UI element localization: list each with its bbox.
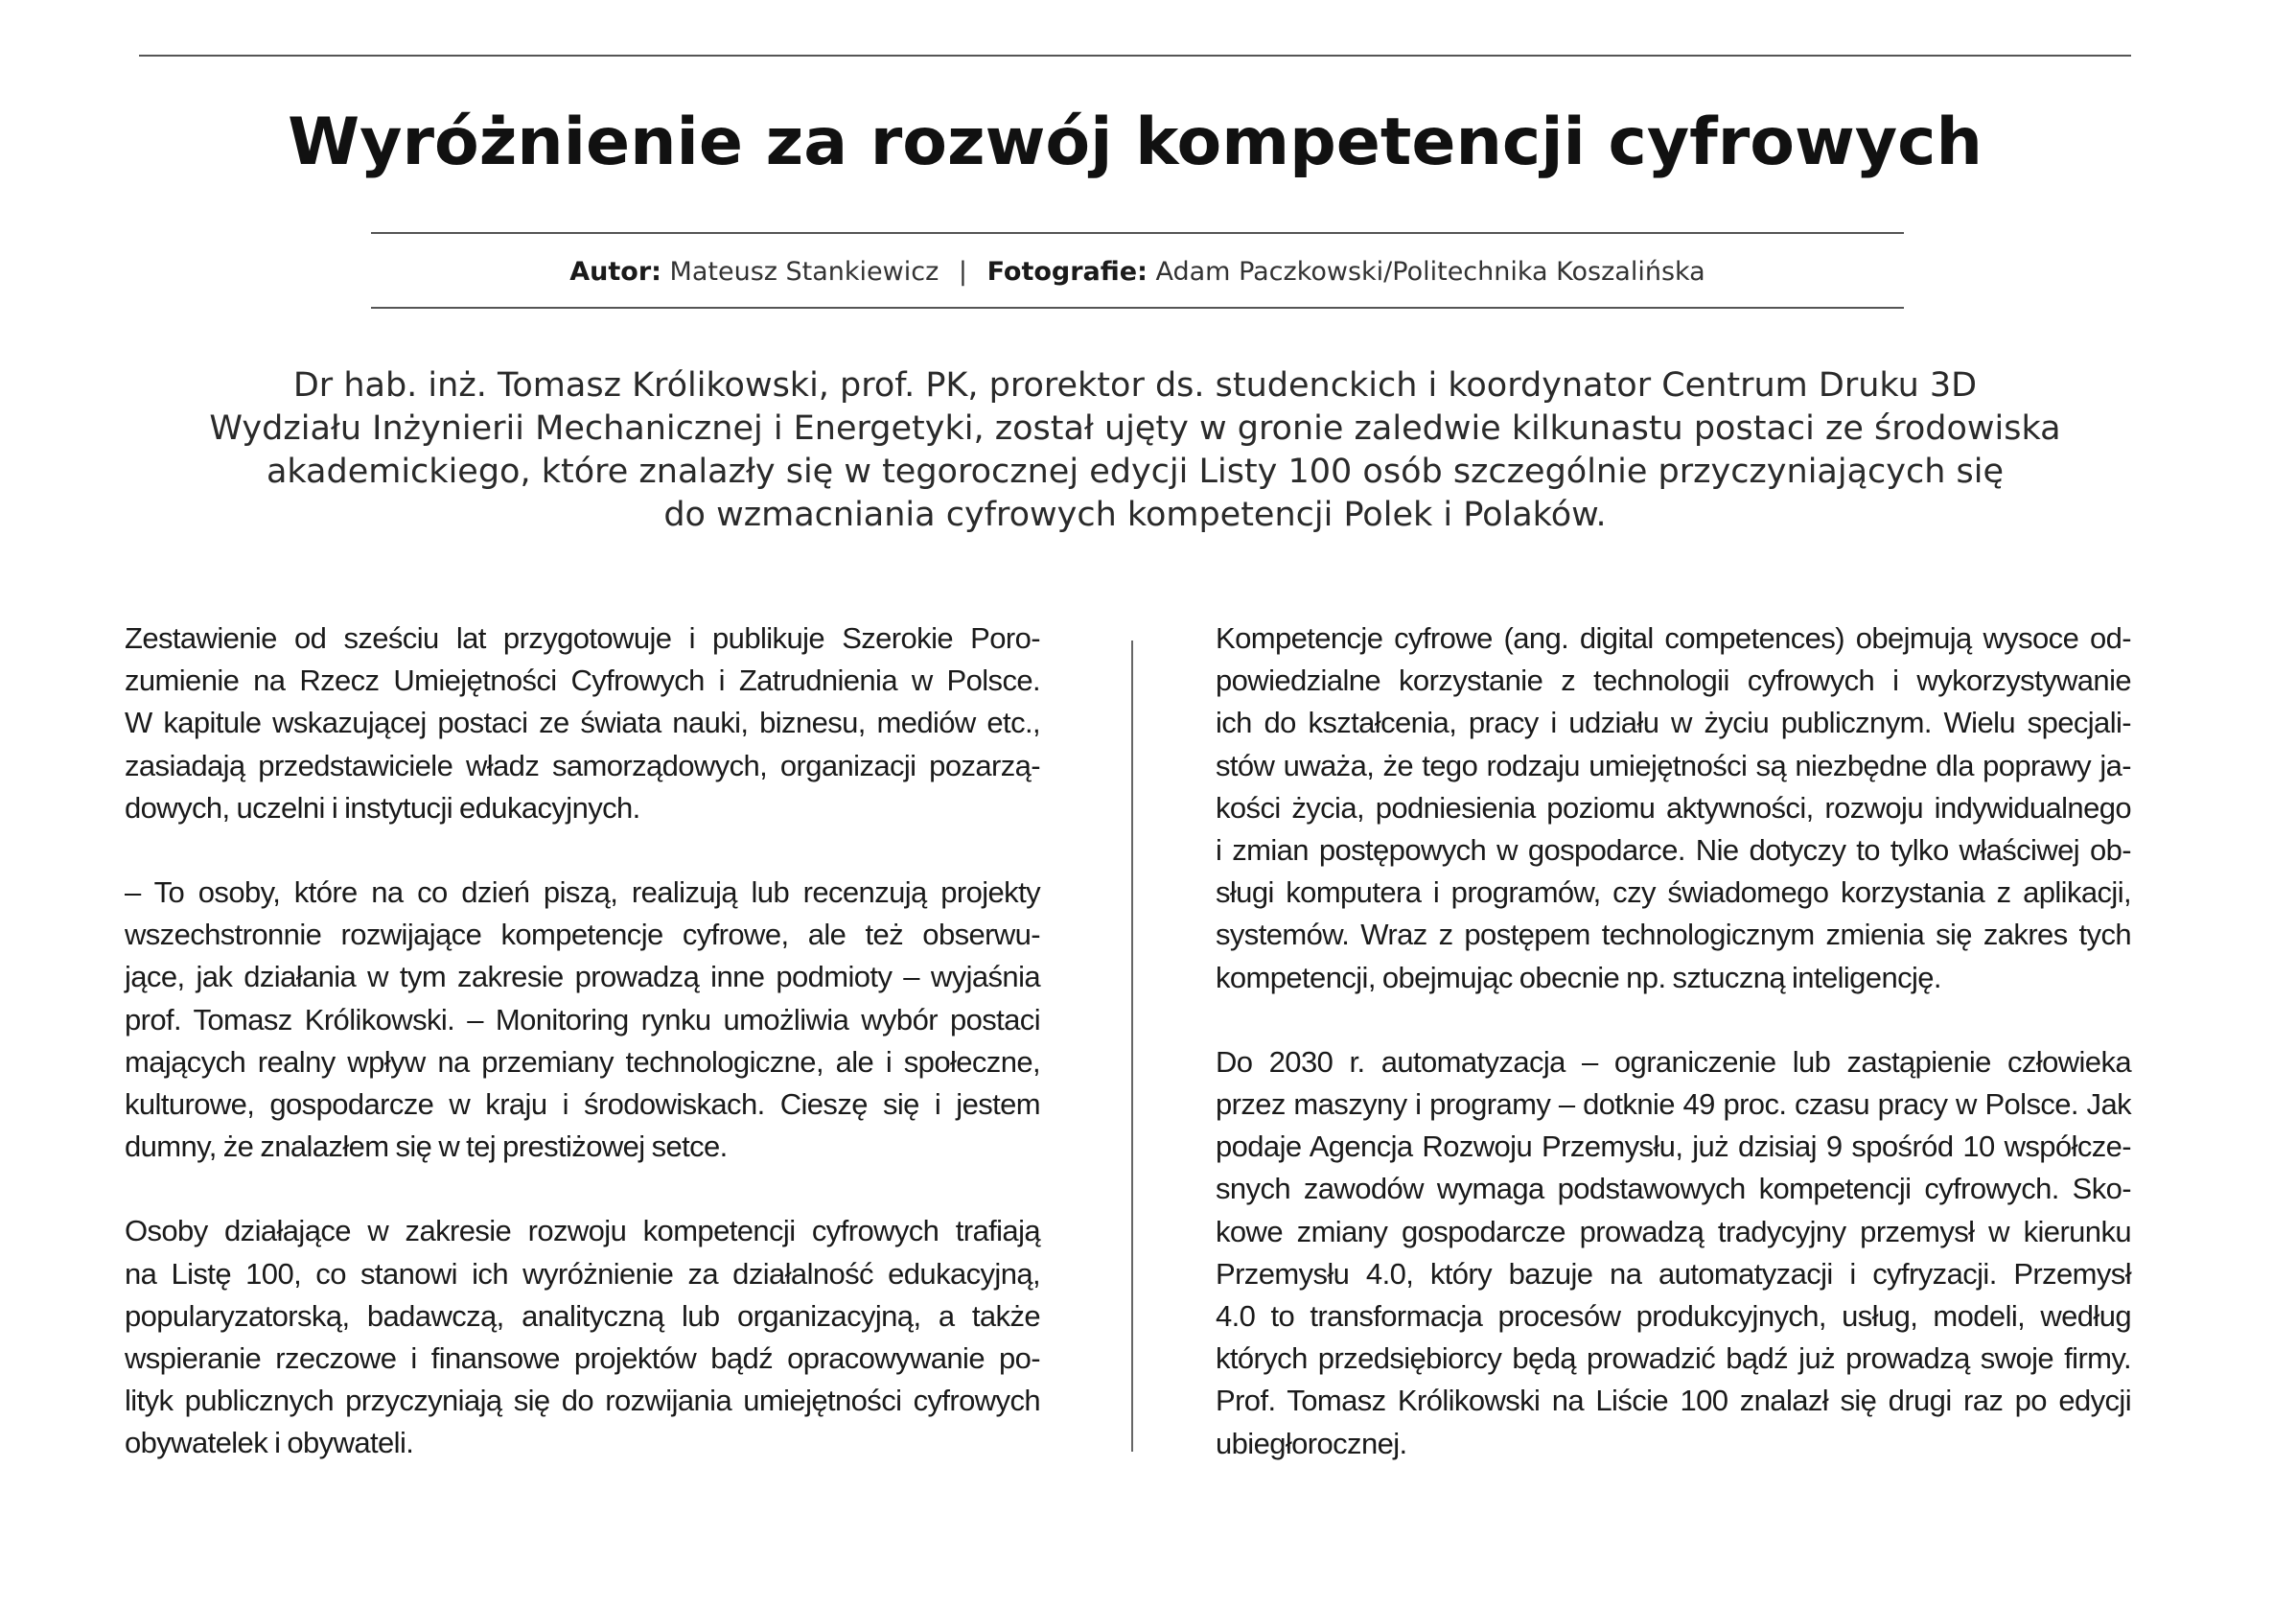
right-column: [1216, 617, 2131, 1507]
paragraph-line: zumienie na Rzecz Umiejętności Cyfrowych i Zatrudnienia w Polsce.: [125, 664, 1040, 698]
lead-line: Dr hab. inż. Tomasz Królikowski, prof. PK, prorektor ds. studenckich i koordynator Centrum Druku 3D: [292, 366, 1978, 405]
photos-label: Fotografie:: [986, 257, 1148, 287]
body-paragraph: [1216, 617, 2131, 999]
paragraph-line: kowe zmiany gospodarcze prowadzą tradycyjny przemysł w kierunku: [1216, 1214, 2131, 1248]
paragraph-line: lityk publicznych przyczyniają się do rozwijania umiejętności cyfrowych: [125, 1384, 1040, 1418]
paragraph-line: kompetencji, obejmując obecnie np. sztuczną inteligencję.: [1216, 960, 1941, 994]
paragraph-line: kości życia, podniesienia poziomu aktywności, rozwoju indywidualnego: [1216, 790, 2131, 825]
lead-line: akademickiego, które znalazły się w tegorocznej edycji Listy 100 osób szczególnie przyczyniających się: [266, 453, 2005, 491]
paragraph-line: dowych, uczelni i instytucji edukacyjnych.: [125, 790, 640, 825]
paragraph-line: ich do kształcenia, pracy i udziału w życiu publicznym. Wielu specjali-: [1216, 706, 2131, 740]
paragraph-line: przez maszyny i programy – dotknie 49 proc. czasu pracy w Polsce. Jak: [1216, 1087, 2131, 1122]
paragraph-line: Zestawienie od sześciu lat przygotowuje i publikuje Szerokie Poro-: [125, 621, 1040, 655]
paragraph-line: wszechstronnie rozwijające kompetencje cyfrowe, ale też obserwu-: [125, 918, 1040, 952]
paragraph-line: dumny, że znalazłem się w tej prestiżowej setce.: [125, 1130, 728, 1164]
body-paragraph: [125, 1210, 1040, 1464]
credits-rule-top: [371, 232, 1904, 234]
paragraph-line: Prof. Tomasz Królikowski na Liście 100 znalazł się drugi raz po edycji: [1216, 1384, 2131, 1418]
paragraph-line: powiedzialne korzystanie z technologii cyfrowych i wykorzystywanie: [1216, 664, 2131, 698]
paragraph-line: zasiadają przedstawiciele władz samorządowych, organizacji pozarzą-: [125, 748, 1040, 782]
body-paragraph: [125, 617, 1040, 829]
paragraph-line: 4.0 to transformacja procesów produkcyjnych, usług, modeli, według: [1216, 1299, 2131, 1334]
paragraph-line: snych zawodów wymaga podstawowych kompetencji cyfrowych. Sko-: [1216, 1172, 2131, 1206]
paragraph-line: W kapitule wskazującej postaci ze świata nauki, biznesu, mediów etc.,: [125, 706, 1040, 740]
photos-credit: Adam Paczkowski/Politechnika Koszalińska: [1155, 257, 1705, 287]
paragraph-line: Przemysłu 4.0, który bazuje na automatyzacji i cyfryzacji. Przemysł: [1216, 1256, 2131, 1291]
credits-line: [371, 253, 1904, 291]
paragraph-line: mających realny wpływ na przemiany technologiczne, ale i społeczne,: [125, 1044, 1040, 1079]
paragraph-line: kulturowe, gospodarcze w kraju i środowiskach. Cieszę się i jestem: [125, 1087, 1040, 1122]
paragraph-line: popularyzatorską, badawczą, analityczną lub organizacyjną, a także: [125, 1298, 1040, 1333]
lead-paragraph: [139, 364, 2131, 537]
credits-separator: |: [958, 257, 967, 287]
paragraph-line: stów uważa, że tego rodzaju umiejętności są niezbędne dla poprawy ja-: [1216, 748, 2131, 782]
paragraph-line: podaje Agencja Rozwoju Przemysłu, już dzisiaj 9 spośród 10 współcze-: [1216, 1130, 2131, 1164]
body-paragraph: [125, 872, 1040, 1168]
top-rule: [139, 55, 2131, 57]
body-paragraph: [1216, 1041, 2131, 1465]
lead-line: do wzmacniania cyfrowych kompetencji Polek i Polaków.: [663, 496, 1607, 534]
paragraph-line: – To osoby, które na co dzień piszą, realizują lub recenzują projekty: [125, 875, 1040, 910]
column-divider: [1131, 640, 1133, 1452]
paragraph-line: Osoby działające w zakresie rozwoju kompetencji cyfrowych trafiają: [125, 1214, 1040, 1248]
paragraph-line: systemów. Wraz z postępem technologicznym zmienia się zakres tych: [1216, 918, 2131, 952]
paragraph-line: na Listę 100, co stanowi ich wyróżnienie za działalność edukacyjną,: [125, 1256, 1040, 1291]
paragraph-line: jące, jak działania w tym zakresie prowadzą inne podmioty – wyjaśnia: [125, 960, 1040, 994]
author-name: Mateusz Stankiewicz: [669, 257, 939, 287]
paragraph-line: i zmian postępowych w gospodarce. Nie dotyczy to tylko właściwej ob-: [1216, 833, 2131, 868]
article-title: Wyróżnienie za rozwój kompetencji cyfrowych: [288, 105, 1983, 180]
paragraph-line: prof. Tomasz Królikowski. – Monitoring rynku umożliwia wybór postaci: [125, 1002, 1040, 1036]
paragraph-line: wspieranie rzeczowe i finansowe projektów bądź opracowywanie po-: [125, 1341, 1040, 1376]
paragraph-line: Do 2030 r. automatyzacja – ograniczenie lub zastąpienie człowieka: [1216, 1044, 2131, 1079]
paragraph-line: których przedsiębiorcy będą prowadzić bądź już prowadzą swoje firmy.: [1216, 1341, 2131, 1376]
author-label: Autor:: [569, 257, 661, 287]
paragraph-line: ubiegłorocznej.: [1216, 1426, 1407, 1460]
credits-rule-bottom: [371, 307, 1904, 309]
left-column: [125, 617, 1040, 1507]
paragraph-line: Kompetencje cyfrowe (ang. digital competences) obejmują wysoce od-: [1216, 621, 2131, 655]
lead-line: Wydziału Inżynierii Mechanicznej i Energetyki, został ujęty w gronie zaledwie kilkunastu postaci ze środowiska: [209, 409, 2061, 448]
paragraph-line: sługi komputera i programów, czy świadomego korzystania z aplikacji,: [1216, 875, 2131, 910]
paragraph-line: obywatelek i obywateli.: [125, 1426, 414, 1460]
